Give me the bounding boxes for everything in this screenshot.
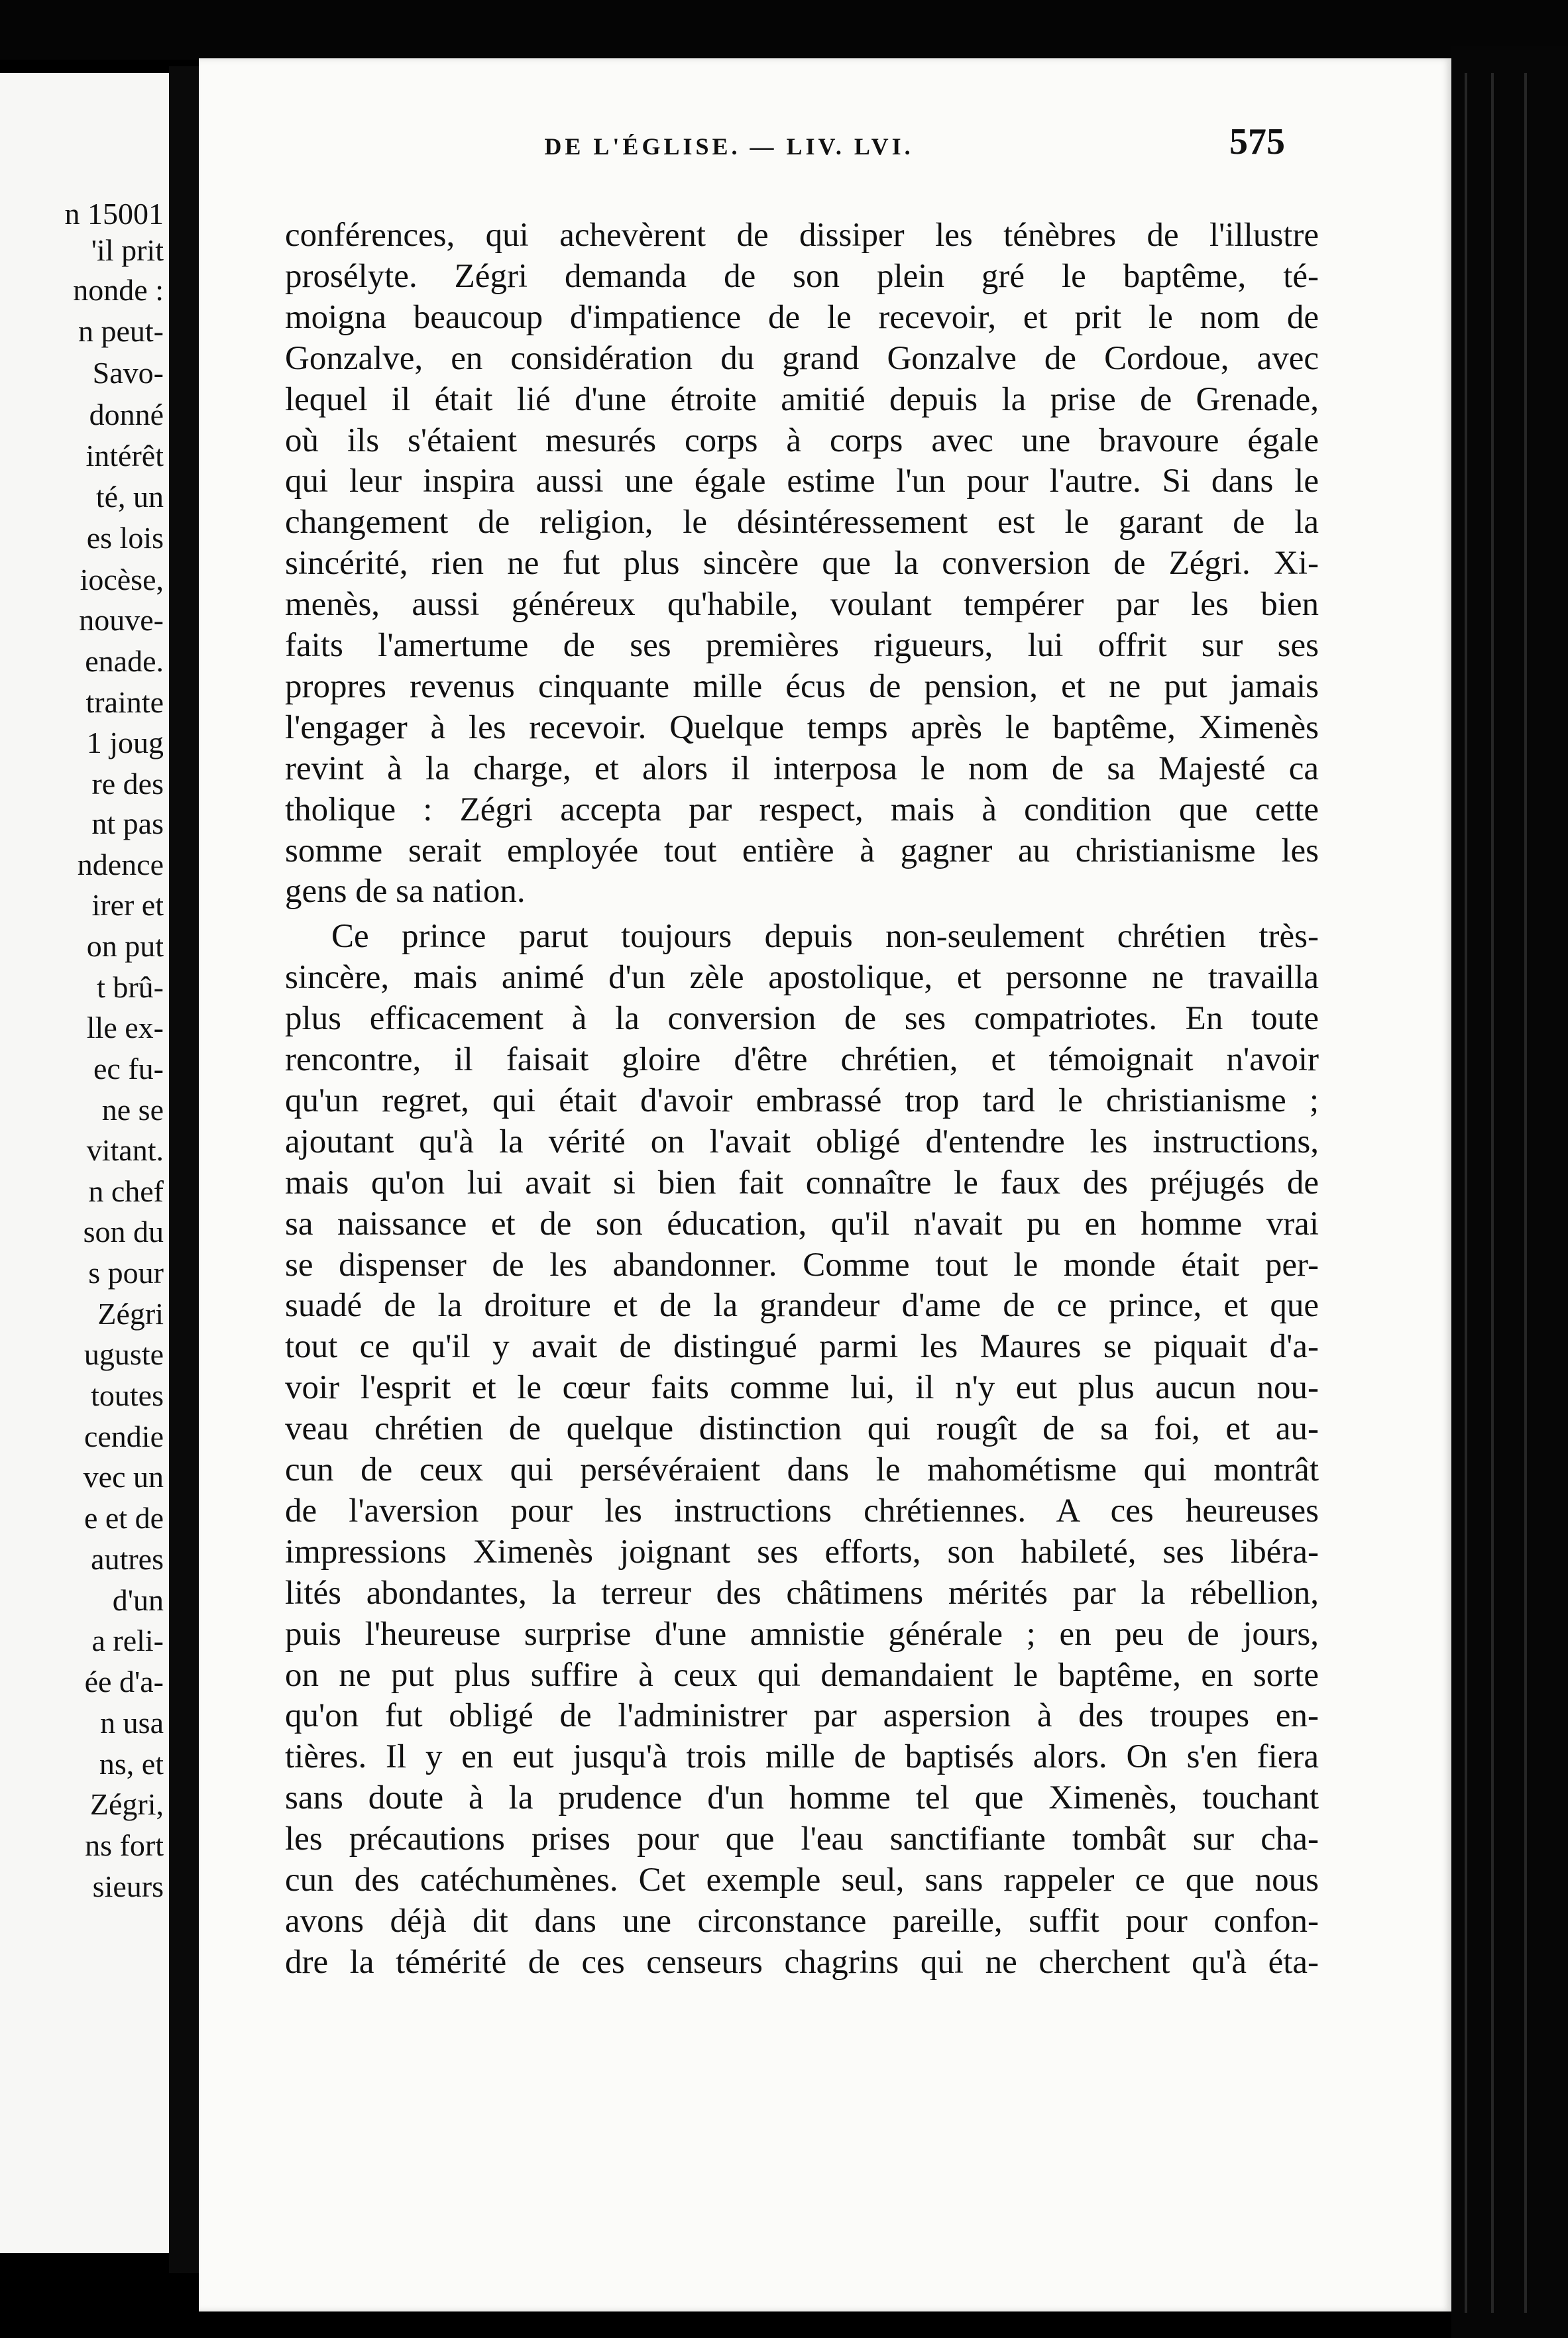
- left-page-line: 'il prit: [91, 233, 164, 267]
- text-line: menès, aussi généreux qu'habile, voulant tempérer par les bien: [285, 586, 1319, 623]
- left-page-line: n 15001: [64, 197, 164, 231]
- text-line: propres revenus cinquante mille écus de pension, et ne put jamais: [285, 668, 1319, 705]
- left-page-line: irer et: [91, 888, 164, 922]
- text-line: veau chrétien de quelque distinction qui rougît de sa foi, et au-: [285, 1410, 1319, 1447]
- left-page-line: cendie: [84, 1420, 164, 1453]
- left-page-line: intérêt: [85, 439, 164, 473]
- left-page-line: lle ex-: [86, 1011, 164, 1044]
- text-line: tout ce qu'il y avait de distingué parmi les Maures se piquait d'a-: [285, 1328, 1319, 1365]
- text-line: tholique : Zégri accepta par respect, mais à condition que cette: [285, 791, 1319, 828]
- left-page-line: enade.: [85, 644, 164, 678]
- text-line: qui leur inspira aussi une égale estime l'un pour l'autre. Si dans le: [285, 463, 1319, 500]
- text-line: impressions Ximenès joignant ses efforts, son habileté, ses libéra-: [285, 1533, 1319, 1571]
- text-line: sincère, mais animé d'un zèle apostolique, et personne ne travailla: [285, 959, 1319, 996]
- text-line: cun des catéchumènes. Cet exemple seul, sans rappeler ce que nous: [285, 1862, 1319, 1899]
- text-line: qu'on fut obligé de l'administrer par aspersion à des troupes en-: [285, 1697, 1319, 1734]
- text-line: rencontre, il faisait gloire d'être chrétien, et témoignait n'avoir: [285, 1041, 1319, 1078]
- text-line: ajoutant qu'à la vérité on l'avait obligé d'entendre les instructions,: [285, 1123, 1319, 1160]
- left-page-line: uguste: [84, 1337, 164, 1371]
- left-page-line: vitant.: [86, 1133, 164, 1167]
- left-page-line: s pour: [88, 1256, 164, 1290]
- text-line: voir l'esprit et le cœur faits comme lui, il n'y eut plus aucun nou-: [285, 1369, 1319, 1406]
- left-page-line: Savo-: [92, 356, 164, 390]
- text-line: lequel il était lié d'une étroite amitié depuis la prise de Grenade,: [285, 381, 1319, 418]
- left-page-line: nouve-: [79, 603, 164, 637]
- left-page-line: e et de: [84, 1501, 164, 1535]
- text-line: cun de ceux qui persévéraient dans le mahométisme qui montrât: [285, 1451, 1319, 1488]
- scan-right-border: [1451, 46, 1568, 2338]
- book-gutter: [169, 66, 202, 2273]
- text-line: lités abondantes, la terreur des châtimens mérités par la rébellion,: [285, 1575, 1319, 1612]
- left-page-line: ns, et: [99, 1747, 164, 1781]
- left-page-line: ns fort: [85, 1828, 164, 1862]
- left-page-line: Zégri,: [89, 1787, 164, 1821]
- text-line: qu'un regret, qui était d'avoir embrassé trop tard le christianisme ;: [285, 1082, 1319, 1119]
- text-line: plus efficacement à la conversion de ses compatriotes. En toute: [285, 1000, 1319, 1037]
- left-page-line: t brû-: [97, 970, 164, 1004]
- left-page-fragment: [0, 73, 169, 2253]
- text-line: mais qu'on lui avait si bien fait connaître le faux des préjugés de: [285, 1164, 1319, 1201]
- text-line: les précautions prises pour que l'eau sanctifiante tombât sur cha-: [285, 1820, 1319, 1858]
- left-page-line: nt pas: [91, 807, 164, 840]
- text-line: l'engager à les recevoir. Quelque temps après le baptême, Ximenès: [285, 709, 1319, 746]
- left-page-line: Zégri: [97, 1297, 164, 1331]
- scan-top-border: [0, 0, 1568, 60]
- text-line: Ce prince parut toujours depuis non-seulement chrétien très-: [331, 918, 1319, 955]
- left-page-line: ec fu-: [93, 1052, 164, 1086]
- left-page-line: vec un: [83, 1460, 164, 1494]
- left-page-line: nonde :: [73, 273, 164, 307]
- text-line: revint à la charge, et alors il interposa le nom de sa Majesté ca: [285, 750, 1319, 787]
- left-page-line: autres: [91, 1542, 164, 1576]
- text-line: où ils s'étaient mesurés corps à corps avec une bravoure égale: [285, 422, 1319, 459]
- text-line: sincérité, rien ne fut plus sincère que la conversion de Zégri. Xi-: [285, 545, 1319, 582]
- left-page-line: es lois: [86, 521, 164, 555]
- text-line: Gonzalve, en considération du grand Gonzalve de Cordoue, avec: [285, 340, 1319, 377]
- left-page-line: ne se: [101, 1093, 164, 1127]
- left-page-line: té, un: [95, 480, 164, 514]
- text-line: faits l'amertume de ses premières rigueurs, lui offrit sur ses: [285, 627, 1319, 664]
- text-line: prosélyte. Zégri demanda de son plein gré le baptême, té-: [285, 258, 1319, 295]
- text-line: sa naissance et de son éducation, qu'il n'avait pu en homme vrai: [285, 1205, 1319, 1243]
- left-page-line: ndence: [77, 848, 164, 881]
- left-page-line: son du: [83, 1215, 164, 1249]
- text-line: suadé de la droiture et de la grandeur d'ame de ce prince, et que: [285, 1287, 1319, 1324]
- left-page-line: iocèse,: [80, 563, 164, 596]
- text-line: gens de sa nation.: [285, 873, 526, 910]
- text-line: tières. Il y en eut jusqu'à trois mille de baptisés alors. On s'en fiera: [285, 1738, 1319, 1775]
- text-line: somme serait employée tout entière à gagner au christianisme les: [285, 832, 1319, 869]
- text-line: de l'aversion pour les instructions chrétiennes. A ces heureuses: [285, 1492, 1319, 1530]
- running-head: DE L'ÉGLISE. — LIV. LVI.: [544, 133, 914, 160]
- text-line: conférences, qui achevèrent de dissiper les ténèbres de l'illustre: [285, 217, 1319, 254]
- text-line: changement de religion, le désintéressement est le garant de la: [285, 504, 1319, 541]
- left-page-line: ée d'a-: [84, 1665, 164, 1698]
- text-line: on ne put plus suffire à ceux qui demandaient le baptême, en sorte: [285, 1657, 1319, 1694]
- left-page-line: a reli-: [91, 1624, 164, 1657]
- text-line: puis l'heureuse surprise d'une amnistie générale ; en peu de jours,: [285, 1616, 1319, 1653]
- left-page-line: n chef: [88, 1174, 164, 1208]
- page-number: 575: [1229, 121, 1285, 162]
- text-line: sans doute à la prudence d'un homme tel que Ximenès, touchant: [285, 1779, 1319, 1816]
- left-page-line: on put: [86, 929, 164, 963]
- left-page-line: toutes: [91, 1378, 164, 1412]
- text-line: se dispenser de les abandonner. Comme tout le monde était per-: [285, 1247, 1319, 1284]
- left-page-line: re des: [91, 767, 164, 801]
- left-page-line: sieurs: [92, 1869, 164, 1903]
- text-line: avons déjà dit dans une circonstance pareille, suffit pour confon-: [285, 1903, 1319, 1940]
- left-page-line: n usa: [100, 1706, 164, 1740]
- text-line: dre la témérité de ces censeurs chagrins qui ne cherchent qu'à éta-: [285, 1944, 1319, 1981]
- left-page-line: trainte: [85, 685, 164, 719]
- text-line: moigna beaucoup d'impatience de le recevoir, et prit le nom de: [285, 299, 1319, 336]
- left-page-line: 1 joug: [86, 726, 164, 759]
- left-page-line: n peut-: [78, 314, 164, 348]
- left-page-line: d'un: [112, 1583, 164, 1617]
- left-page-line: donné: [89, 398, 164, 431]
